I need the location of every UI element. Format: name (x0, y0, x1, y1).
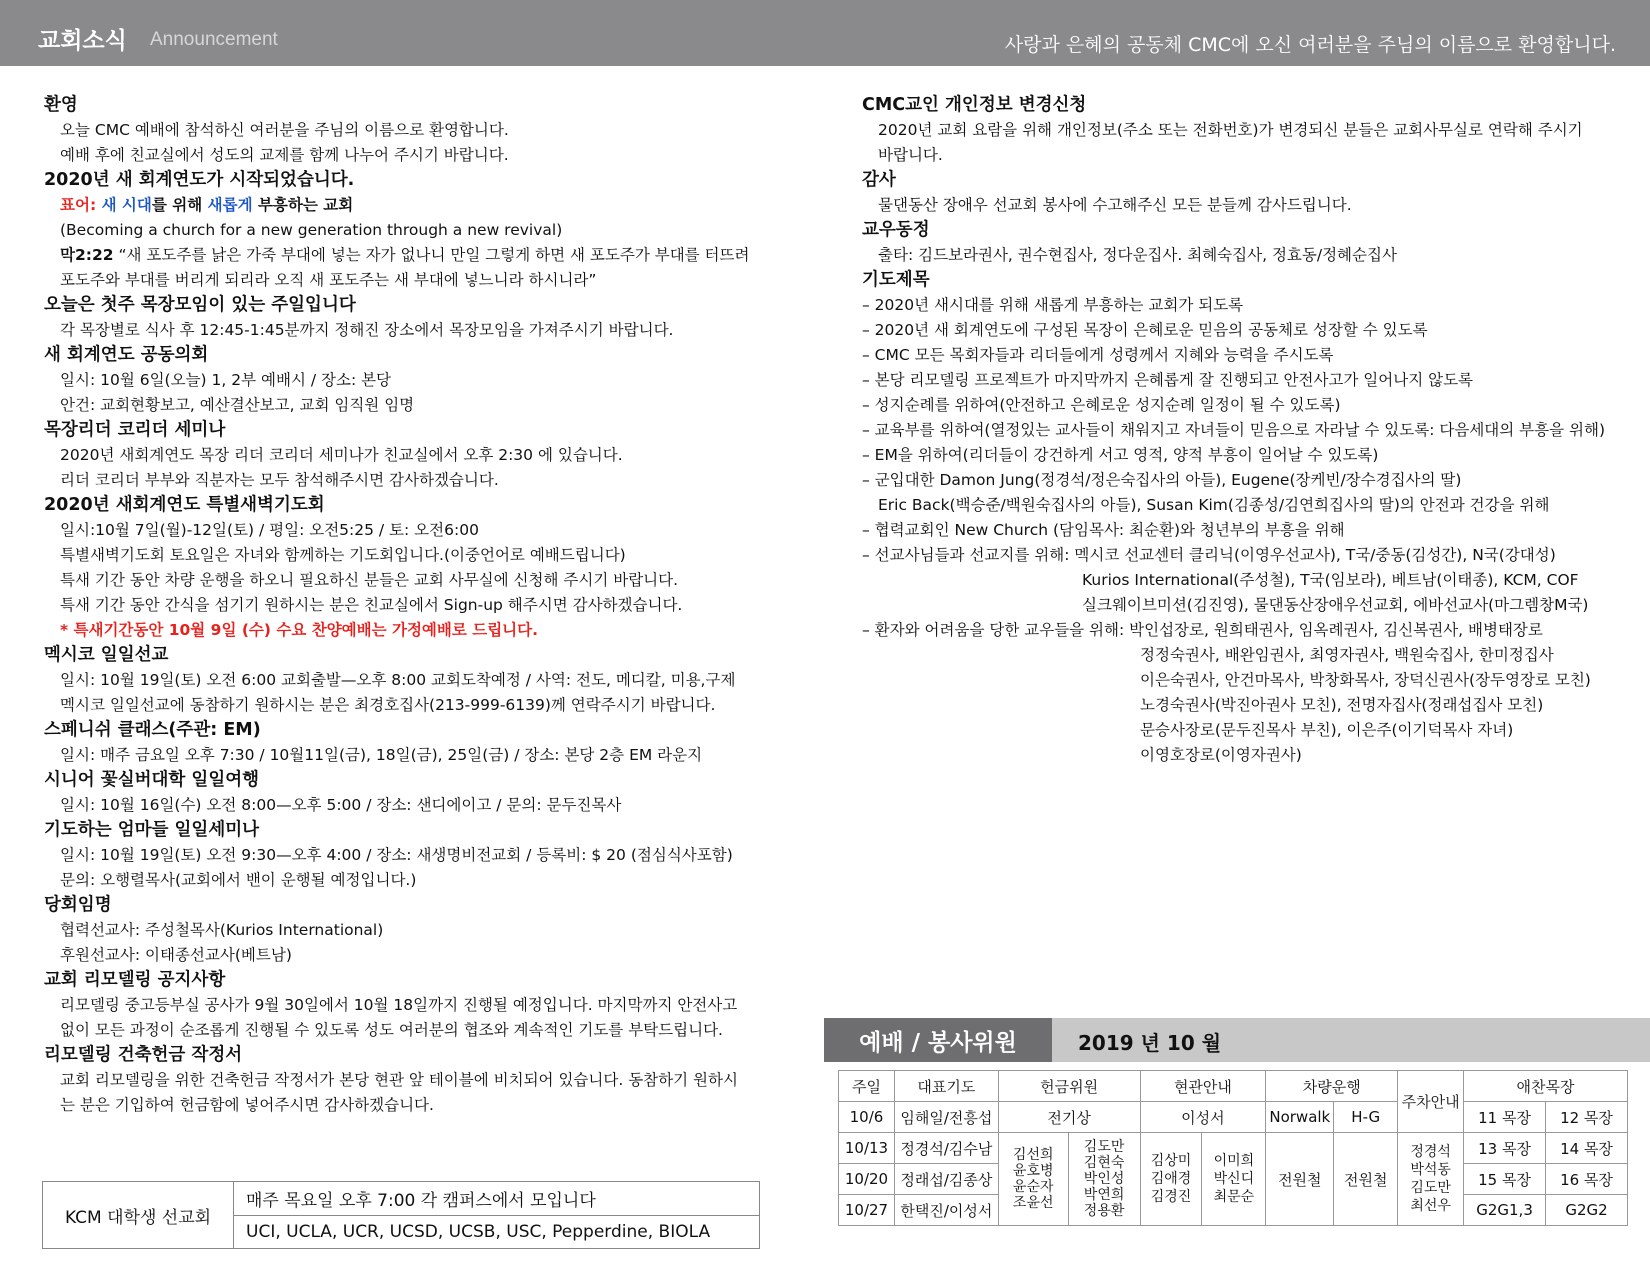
header-cell: 주차안내 (1398, 1071, 1464, 1133)
motto-d: 부흥하는 교회 (257, 196, 354, 214)
meal-cell: 12 목장 (1546, 1102, 1628, 1133)
spanish-title: 스페니쉬 클래스(주관: EM) (44, 720, 261, 740)
mexico-title: 멕시코 일일선교 (44, 645, 169, 665)
prayer-item: – 2020년 새 회계연도에 구성된 목장이 은혜로운 믿음의 공동체로 성장할 수 있도록 (862, 321, 1428, 339)
dawn-note: * 특새기간동안 10월 9일 (수) 수요 찬양예배는 가정예배로 드립니다. (60, 621, 539, 639)
prayer-item: – 환자와 어려움을 당한 교우들을 위해: 박인섭장로, 원희태권사, 임옥례권사, 김신복권사, 배병태장로 (862, 621, 1543, 639)
date-cell: 10/27 (839, 1195, 895, 1226)
dawn-line: 특별새벽기도회 토요일은 자녀와 함께하는 기도회입니다.(이중언어로 예배드립니다) (60, 546, 626, 564)
prayer-item: – 교육부를 위하여(열정있는 교사들이 채워지고 자녀들이 믿음으로 자라날 수 있도록: 다음세대의 부흥을 위해) (862, 421, 1606, 439)
name: 박신디 (1213, 1171, 1255, 1187)
worship-bar (824, 1018, 1650, 1062)
meal-cell: 14 목장 (1546, 1133, 1628, 1164)
worship-label: 예배 / 봉사위원 (824, 1018, 1052, 1062)
motto (44, 193, 764, 218)
senior-line: 일시: 10월 16일(수) 오전 8:00—오후 5:00 / 장소: 샌디에이고 / 문의: 문두진목사 (60, 796, 622, 814)
remodel-line: 리모델링 중고등부실 공사가 9월 30일에서 10월 18일까지 진행될 예정입니다. 마지막까지 안전사고 (60, 996, 738, 1014)
header-cell: 대표기도 (894, 1071, 998, 1102)
header-title: 교회소식 (38, 28, 127, 54)
prayer-item: – 군입대한 Damon Jung(정경석/정은숙집사의 아들), Eugene(장케빈/장수경집사의 딸) (862, 471, 1462, 489)
header-bar (0, 0, 1650, 66)
council-title: 새 회계연도 공동의회 (44, 345, 209, 365)
name: 조윤선 (1012, 1195, 1054, 1211)
motto-a: 새 시대 (101, 196, 152, 214)
meal-cell: G2G1,3 (1464, 1195, 1546, 1226)
motto-label: 표어: (60, 196, 97, 214)
worship-table (838, 1070, 1628, 1226)
name: 정경석 (1410, 1144, 1451, 1160)
thanks-title: 감사 (862, 170, 896, 190)
privacy-title: CMC교인 개인정보 변경신청 (862, 95, 1087, 115)
prayer-item-cont: 실크웨이브미션(김진영), 물댄동산장애우선교회, 에바선교사(마그렘창M국) (1082, 596, 1589, 614)
coleader-line: 리더 코리더 부부와 직분자는 모두 참석해주시면 감사하겠습니다. (60, 471, 499, 489)
dawn-title: 2020년 새회계연도 특별새벽기도회 (44, 495, 325, 515)
prayer-item: – 선교사님들과 선교지를 위해: 멕시코 선교센터 클리닉(이영우선교사), T국/중동(김성간), N국(강대성) (862, 546, 1556, 564)
reception-names-b (1202, 1133, 1266, 1226)
name: 김상미 (1150, 1153, 1192, 1169)
council-line: 일시: 10월 6일(오늘) 1, 2부 예배시 / 장소: 본당 (60, 371, 392, 389)
coleader-title: 목장리더 코리더 세미나 (44, 420, 226, 440)
kcm-box (42, 1181, 760, 1249)
header-cell: 주일 (839, 1071, 895, 1102)
prayer-item-cont: Eric Back(백승준/백원숙집사의 아들), Susan Kim(김종성/김연희집사의 딸)의 안전과 건강을 위해 (878, 496, 1550, 514)
prayer-title: 기도제목 (862, 270, 930, 290)
header-cell: 차량운행 (1266, 1071, 1398, 1102)
building-line: 교회 리모델링을 위한 건축헌금 작정서가 본당 현관 앞 테이블에 비치되어 있습니다. 동참하기 원하시 (60, 1071, 738, 1089)
meal-cell: 13 목장 (1464, 1133, 1546, 1164)
welcome-line: 예배 후에 친교실에서 성도의 교제를 함께 나누어 주시기 바랍니다. (60, 146, 509, 164)
motto-b: 를 위해 (151, 196, 203, 214)
building-title: 리모델링 건축헌금 작정서 (44, 1045, 243, 1065)
vehicle-cell: H-G (1334, 1102, 1398, 1133)
prayer-item: – 본당 리모델링 프로젝트가 마지막까지 은혜롭게 잘 진행되고 안전사고가 일어나지 않도록 (862, 371, 1474, 389)
name: 박인성 (1083, 1171, 1125, 1187)
prayer-item: – 성지순례를 위하여(안전하고 은혜로운 성지순례 일정이 될 수 있도록) (862, 396, 1341, 414)
meal-cell: 15 목장 (1464, 1164, 1546, 1195)
rep-cell: 정래섭/김종상 (894, 1164, 998, 1195)
offering-names-b (1068, 1133, 1140, 1226)
name: 박석동 (1410, 1162, 1451, 1178)
verse-ref: 막2:22 (60, 246, 114, 264)
header-cell: 현관안내 (1140, 1071, 1266, 1102)
table-header-row (839, 1071, 1628, 1102)
mexico-line: 멕시코 일일선교에 동참하기 원하시는 분은 최경호집사(213-999-6139)께 연락주시기 바랍니다. (60, 696, 716, 714)
privacy-line: 바랍니다. (878, 146, 943, 164)
offering-cell: 전기상 (998, 1102, 1140, 1133)
session-line: 후원선교사: 이태종선교사(베트남) (60, 946, 292, 964)
right-column (862, 93, 1642, 768)
dawn-line: 일시:10월 7일(월)-12일(토) / 평일: 오전5:25 / 토: 오전6:00 (60, 521, 479, 539)
name: 윤순자 (1012, 1179, 1054, 1195)
name: 김경진 (1150, 1189, 1192, 1205)
coleader-line: 2020년 새회계연도 목장 리더 코리더 세미나가 친교실에서 오후 2:30 에 있습니다. (60, 446, 623, 464)
verse-text: “새 포도주를 낡은 가죽 부대에 넣는 자가 없나니 만일 그렇게 하면 새 포도주가 부대를 터뜨려 (118, 246, 750, 264)
dawn-line: 특새 기간 동안 간식을 섬기기 원하시는 분은 친교실에서 Sign-up 해주시면 감사하겠습니다. (60, 596, 683, 614)
rep-cell: 한택진/이성서 (894, 1195, 998, 1226)
privacy-line: 2020년 교회 요람을 위해 개인정보(주소 또는 전화번호)가 변경되신 분들은 교회사무실로 연락해 주시기 (878, 121, 1583, 139)
vehicle-name-a: 전원철 (1266, 1133, 1334, 1226)
parking-names (1398, 1133, 1464, 1226)
prayer-item: – CMC 모든 목회자들과 리더들에게 성령께서 지혜와 능력을 주시도록 (862, 346, 1334, 364)
mexico-line: 일시: 10월 19일(토) 오전 6:00 교회출발—오후 8:00 교회도착예정 / 사역: 전도, 메디칼, 미용,구제 (60, 671, 736, 689)
kcm-label: KCM 대학생 선교회 (43, 1182, 234, 1248)
thanks-line: 물댄동산 장애우 선교회 봉사에 수고해주신 모든 분들께 감사드립니다. (878, 196, 1352, 214)
name: 김선희 (1012, 1147, 1054, 1163)
council-line: 안건: 교회현황보고, 예산결산보고, 교회 임직원 임명 (60, 396, 415, 414)
newyear-title: 2020년 새 회계연도가 시작되었습니다. (44, 170, 355, 190)
date-cell: 10/6 (839, 1102, 895, 1133)
name: 김현숙 (1083, 1155, 1125, 1171)
prayer-item: – 2020년 새시대를 위해 새롭게 부흥하는 교회가 되도록 (862, 296, 1244, 314)
date-cell: 10/13 (839, 1133, 895, 1164)
header-cell: 헌금위원 (998, 1071, 1140, 1102)
header-cell: 애찬목장 (1464, 1071, 1628, 1102)
vehicle-name-b: 전원철 (1334, 1133, 1398, 1226)
motto-english: (Becoming a church for a new generation through a new revival) (60, 221, 563, 239)
members-line: 출타: 김드보라권사, 권수현집사, 정다운집사. 최혜숙집사, 정효동/정혜순집사 (878, 246, 1397, 264)
vehicle-cell: Norwalk (1266, 1102, 1334, 1133)
dawn-line: 특새 기간 동안 차량 운행을 하오니 필요하신 분들은 교회 사무실에 신청해 주시기 바랍니다. (60, 571, 679, 589)
date-cell: 10/20 (839, 1164, 895, 1195)
name: 최문순 (1213, 1189, 1255, 1205)
name: 최선우 (1410, 1198, 1451, 1214)
left-column (44, 93, 764, 1118)
kcm-campuses: UCI, UCLA, UCR, UCSD, UCSB, USC, Pepperdine, BIOLA (246, 1221, 711, 1242)
prayer-item-cont: 이은숙권사, 안건마목사, 박창화목사, 장덕신권사(장두영장로 모친) (1140, 671, 1591, 689)
verse-line (44, 243, 764, 268)
remodel-line: 없이 모든 과정이 순조롭게 진행될 수 있도록 성도 여러분의 협조와 계속적인 기도를 부탁드립니다. (60, 1021, 723, 1039)
prayer-item-cont: 노경숙권사(박진아권사 모친), 전명자집사(정래섭집사 모친) (1140, 696, 1544, 714)
rep-cell: 임해일/전흥섭 (894, 1102, 998, 1133)
table-row (839, 1133, 1628, 1164)
prayer-item: – EM을 위하여(리더들이 강건하게 서고 영적, 양적 부흥이 일어날 수 있도록) (862, 446, 1379, 464)
rep-cell: 정경석/김수남 (894, 1133, 998, 1164)
name: 박연희 (1083, 1187, 1125, 1203)
senior-title: 시니어 꽃실버대학 일일여행 (44, 770, 260, 790)
welcome-title: 환영 (44, 95, 78, 115)
name: 김애경 (1150, 1171, 1192, 1187)
session-line: 협력선교사: 주성철목사(Kurios International) (60, 921, 384, 939)
worship-month: 2019 년 10 월 (1078, 1031, 1222, 1055)
moms-line: 일시: 10월 19일(토) 오전 9:30—오후 4:00 / 장소: 새생명비전교회 / 등록비: $ 20 (점심식사포함) (60, 846, 733, 864)
name: 정용환 (1083, 1203, 1125, 1219)
welcome-line: 오늘 CMC 예배에 참석하신 여러분을 주님의 이름으로 환영합니다. (60, 121, 509, 139)
meal-cell: 11 목장 (1464, 1102, 1546, 1133)
name: 김도만 (1083, 1139, 1125, 1155)
offering-names-a (998, 1133, 1068, 1226)
spanish-line: 일시: 매주 금요일 오후 7:30 / 10월11일(금), 18일(금), 25일(금) / 장소: 본당 2층 EM 라운지 (60, 746, 703, 764)
prayer-item-cont: 문승사장로(문두진목사 부친), 이은주(이기덕목사 자녀) (1140, 721, 1514, 739)
kcm-schedule: 매주 목요일 오후 7:00 각 캠퍼스에서 모입니다 (234, 1182, 759, 1216)
reception-names-a (1140, 1133, 1202, 1226)
mokjang-title: 오늘은 첫주 목장모임이 있는 주일입니다 (44, 295, 356, 315)
session-title: 당회임명 (44, 895, 112, 915)
meal-cell: 16 목장 (1546, 1164, 1628, 1195)
name: 이미희 (1213, 1153, 1255, 1169)
motto-c: 새롭게 (207, 196, 253, 214)
prayer-item: – 협력교회인 New Church (담임목사: 최순환)와 청년부의 부흥을 위해 (862, 521, 1345, 539)
meal-cell: G2G2 (1546, 1195, 1628, 1226)
reception-cell: 이성서 (1140, 1102, 1266, 1133)
members-title: 교우동정 (862, 220, 930, 240)
header-welcome: 사랑과 은혜의 공동체 CMC에 오신 여러분을 주님의 이름으로 환영합니다. (1004, 34, 1616, 56)
prayer-item-cont: 정정숙권사, 배완임권사, 최영자권사, 백원숙집사, 한미정집사 (1140, 646, 1554, 664)
table-row (839, 1102, 1628, 1133)
mokjang-line: 각 목장별로 식사 후 12:45-1:45분까지 정해진 장소에서 목장모임을 가져주시기 바랍니다. (60, 321, 674, 339)
moms-title: 기도하는 엄마들 일일세미나 (44, 820, 260, 840)
header-subtitle: Announcement (150, 29, 278, 50)
verse-line-2: 포도주와 부대를 버리게 되리라 오직 새 포도주는 새 부대에 넣느니라 하시니라” (60, 271, 597, 289)
moms-line: 문의: 오행렬목사(교회에서 밴이 운행될 예정입니다.) (60, 871, 417, 889)
building-line: 는 분은 기입하여 헌금함에 넣어주시면 감사하겠습니다. (60, 1096, 434, 1114)
prayer-item-cont: 이영호장로(이영자권사) (1140, 746, 1302, 764)
remodel-title: 교회 리모델링 공지사항 (44, 970, 226, 990)
name: 윤호병 (1012, 1163, 1054, 1179)
name: 김도만 (1410, 1180, 1451, 1196)
prayer-item-cont: Kurios International(주성철), T국(임보라), 베트남(이태종), KCM, COF (1082, 571, 1579, 589)
